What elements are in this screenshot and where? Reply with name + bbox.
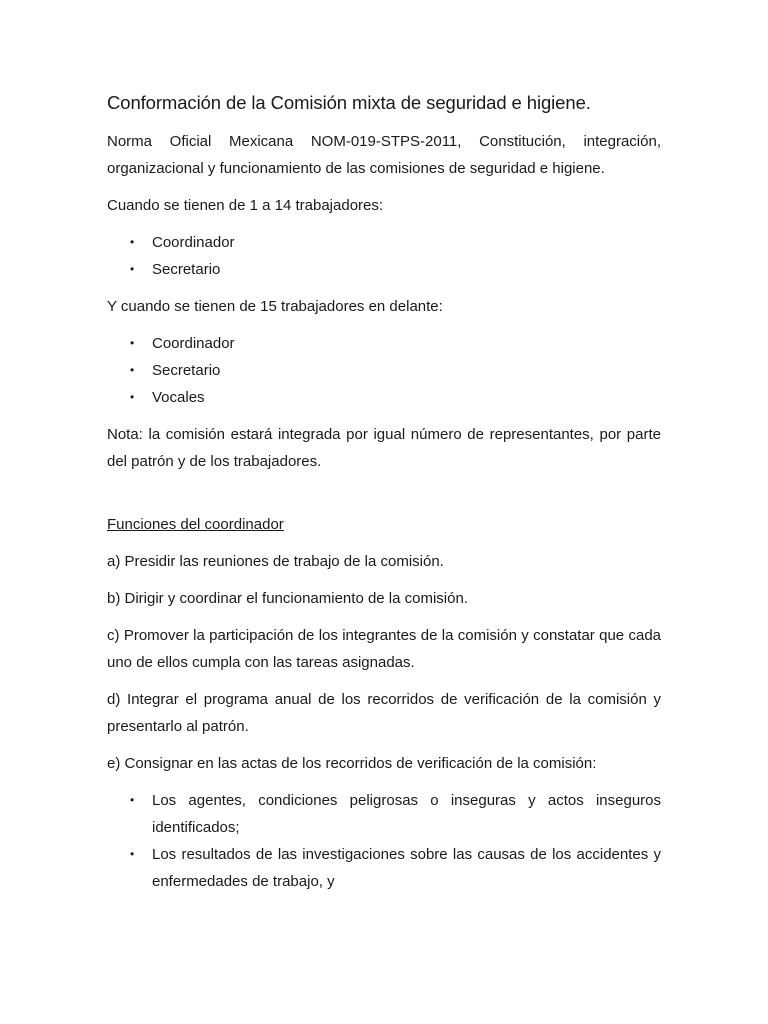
list-item — [107, 357, 661, 384]
bullet-icon: • — [130, 262, 135, 276]
role-label: Vocales — [152, 389, 205, 406]
small-group-heading: Cuando se tienen de 1 a 14 trabajadores: — [107, 197, 384, 214]
function-item: c) Promover la participación de los integrantes de la comisión y constatar que cada uno de ellos cumpla con las tareas asignadas. — [107, 627, 661, 671]
acta-item-text: Los resultados de las investigaciones sobre las causas de los accidentes y enfermedades de trabajo, y — [152, 846, 661, 890]
bullet-icon: • — [130, 336, 135, 350]
bullet-icon: • — [130, 363, 135, 377]
role-label: Coordinador — [152, 335, 235, 352]
functions-heading: Funciones del coordinador — [107, 516, 284, 533]
bullet-icon: • — [130, 390, 135, 404]
function-item: d) Integrar el programa anual de los recorridos de verificación de la comisión y presentarlo al patrón. — [107, 691, 661, 735]
list-item — [107, 841, 661, 895]
role-label: Coordinador — [152, 234, 235, 251]
document-title: Conformación de la Comisión mixta de seguridad e higiene. — [107, 92, 591, 113]
bullet-icon: • — [130, 235, 135, 249]
large-group-heading: Y cuando se tienen de 15 trabajadores en delante: — [107, 298, 443, 315]
bullet-icon: • — [130, 793, 135, 807]
function-item: b) Dirigir y coordinar el funcionamiento de la comisión. — [107, 590, 468, 607]
list-item — [107, 229, 661, 256]
function-item: a) Presidir las reuniones de trabajo de la comisión. — [107, 553, 444, 570]
role-label: Secretario — [152, 362, 221, 379]
note-paragraph: Nota: la comisión estará integrada por igual número de representantes, por parte del patrón y de los trabajadores. — [107, 426, 661, 470]
acta-item-text: Los agentes, condiciones peligrosas o inseguras y actos inseguros identificados; — [152, 792, 661, 836]
small-group-roles-list — [107, 229, 661, 283]
large-group-roles-list — [107, 330, 661, 411]
acta-items-list — [107, 787, 661, 895]
list-item — [107, 256, 661, 283]
intro-paragraph: Norma Oficial Mexicana NOM-019-STPS-2011, Constitución, integración, organizacional y funcionamiento de las comisiones de seguridad e higiene. — [107, 133, 661, 177]
list-item — [107, 384, 661, 411]
role-label: Secretario — [152, 261, 221, 278]
list-item — [107, 330, 661, 357]
bullet-icon: • — [130, 847, 135, 861]
list-item — [107, 787, 661, 841]
function-item: e) Consignar en las actas de los recorridos de verificación de la comisión: — [107, 755, 597, 772]
